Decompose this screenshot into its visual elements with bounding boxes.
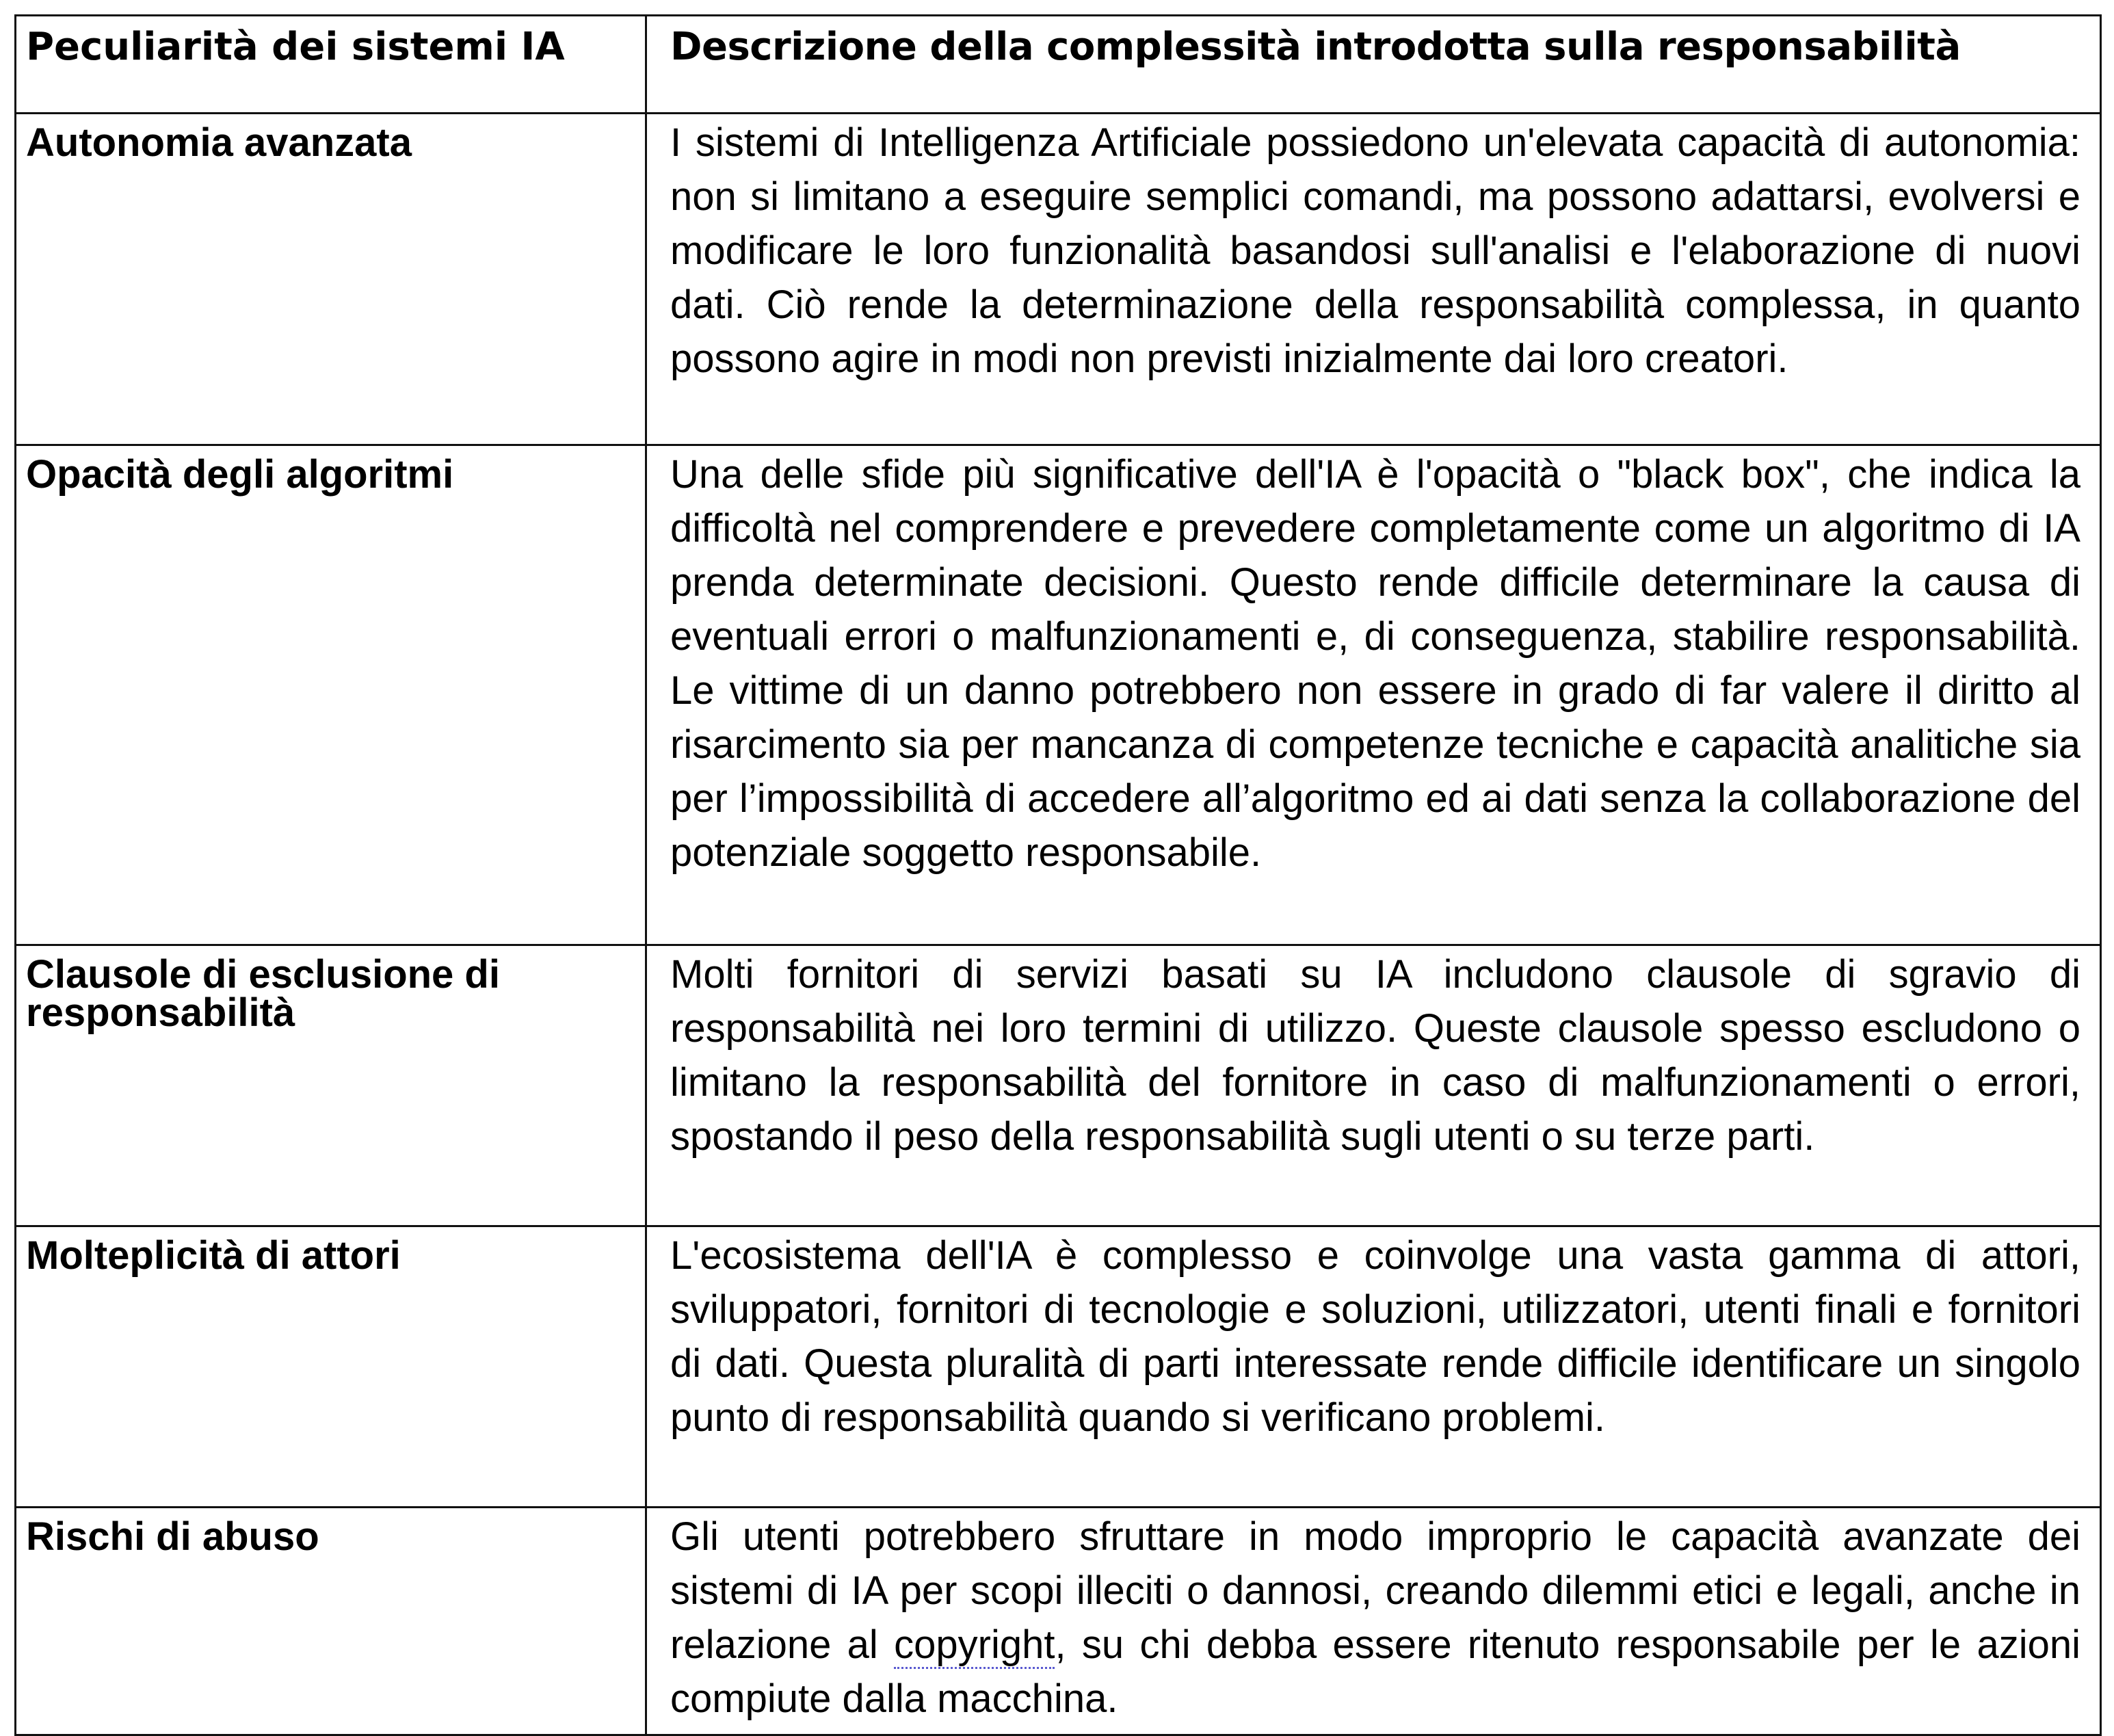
table-row (16, 114, 2101, 445)
table-row (16, 945, 2101, 1226)
description-text-after: , su chi debba essere ritenuto responsabile per le azioni compiute dalla macchina. (670, 1622, 2080, 1721)
header-description-text: Descrizione della complessità introdotta sulla responsabilità (670, 25, 1961, 69)
row-description: L'ecosistema dell'IA è complesso e coinvolge una vasta gamma di attori, sviluppatori, fornitori di tecnologie e soluzioni, utilizzatori, utenti finali e fornitori di dati. Questa pluralità di parti interessate rende difficile identificare un singolo punto di responsabilità quando si verificano problemi. (646, 1226, 2101, 1508)
table-row (16, 1226, 2101, 1508)
description-text-before: Gli utenti potrebbero sfruttare in modo improprio le capacità avanzate dei sistemi di IA per scopi illeciti o dannosi, creando dilemmi etici e legali, anche in relazione al (670, 1514, 2080, 1667)
row-description: Molti fornitori di servizi basati su IA includono clausole di sgravio di responsabilità nei loro termini di utilizzo. Queste clausole spesso escludono o limitano la responsabilità del fornitore in caso di malfunzionamenti o errori, spostando il peso della responsabilità sugli utenti o su terze parti. (646, 945, 2101, 1226)
row-description (646, 1508, 2101, 1735)
row-label: Opacità degli algoritmi (16, 445, 646, 945)
row-description: Una delle sfide più significative dell'IA è l'opacità o "black box", che indica la difficoltà nel comprendere e prevedere completamente come un algoritmo di IA prenda determinate decisioni. Questo rende difficile determinare la causa di eventuali errori o malfunzionamenti e, di conseguenza, stabilire responsabilità. Le vittime di un danno potrebbero non essere in grado di far valere il diritto al risarcimento sia per mancanza di competenze tecniche e capacità analitiche sia per l’impossibilità di accedere all’algoritmo ed ai dati senza la collaborazione del potenziale soggetto responsabile. (646, 445, 2101, 945)
header-peculiarities-text: Peculiarità dei sistemi IA (26, 25, 565, 69)
row-label: Rischi di abuso (16, 1508, 646, 1735)
row-label: Autonomia avanzata (16, 114, 646, 445)
header-description (646, 16, 2101, 114)
row-description: I sistemi di Intelligenza Artificiale possiedono un'elevata capacità di autonomia: non si limitano a eseguire semplici comandi, ma possono adattarsi, evolversi e modificare le loro funzionalità basandosi sull'analisi e l'elaborazione di nuovi dati. Ciò rende la determinazione della responsabilità complessa, in quanto possono agire in modi non previsti inizialmente dai loro creatori. (646, 114, 2101, 445)
responsibility-table (14, 14, 2102, 1736)
row-label: Molteplicità di attori (16, 1226, 646, 1508)
spellcheck-marked-word: copyright (894, 1622, 1055, 1669)
row-label: Clausole di esclusione di responsabilità (16, 945, 646, 1226)
table-row (16, 1508, 2101, 1735)
table-row (16, 445, 2101, 945)
header-peculiarities (16, 16, 646, 114)
